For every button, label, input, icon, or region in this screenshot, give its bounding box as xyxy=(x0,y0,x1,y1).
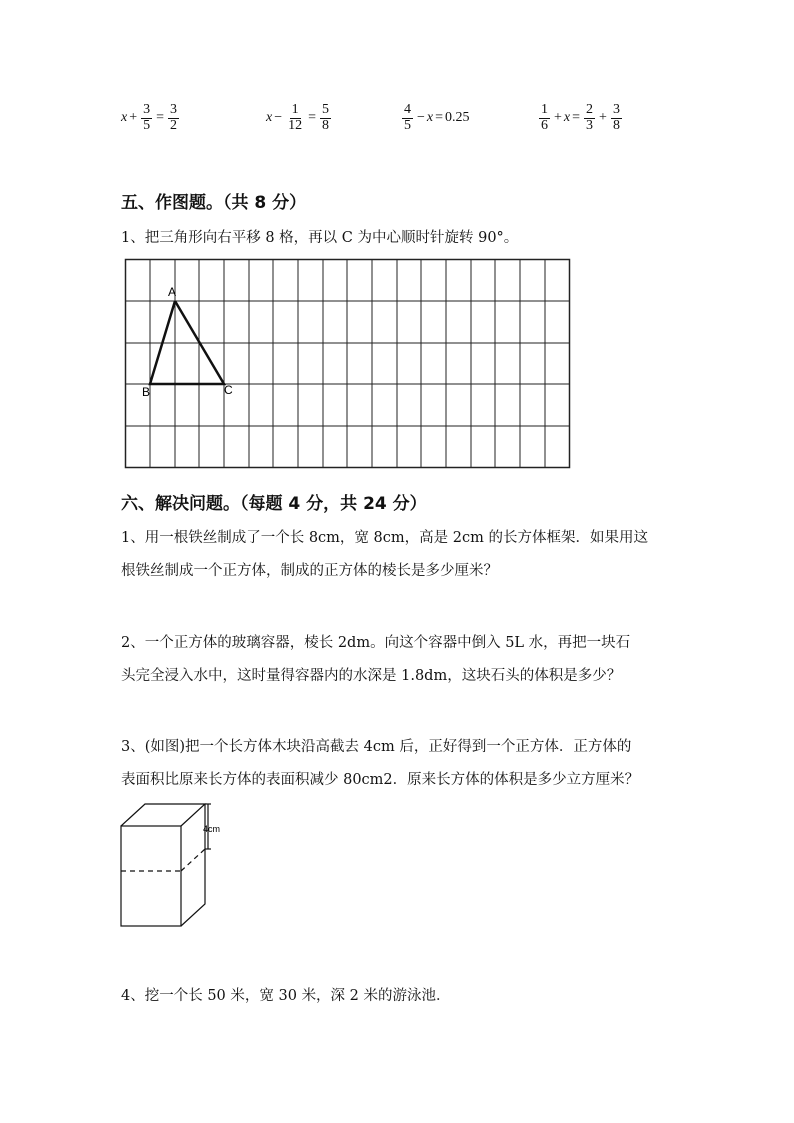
grid xyxy=(126,260,570,468)
fraction: $\frac{1}{12}$ xyxy=(288,101,303,133)
equation-3: $\frac{4}{5}$ − x = 0.25 xyxy=(404,101,470,133)
grid-figure xyxy=(120,255,576,471)
label-c: C xyxy=(224,383,233,397)
equation-1: x + $\frac{3}{5}$ = $\frac{3}{2}$ xyxy=(121,101,178,133)
dimension-label: 4cm xyxy=(203,824,221,834)
fraction: $\frac{2}{3}$ xyxy=(586,101,594,133)
label-a: A xyxy=(168,285,177,299)
label-b: B xyxy=(142,385,151,399)
variable: x xyxy=(563,110,571,125)
section-6-question-3: 3、(如图)把一个长方体木块沿高截去 4cm 后，正好得到一个正方体．正方体的 表面积比原来长方体的表面积减少 80cm2．原来长方体的体积是多少立方厘米？ xyxy=(121,739,640,788)
variable: x xyxy=(266,110,273,125)
section-6-heading: 六、解决问题。（每题 4 分，共 24 分） xyxy=(121,494,427,514)
fraction: $\frac{3}{8}$ xyxy=(612,101,620,133)
equation-4: $\frac{1}{6}$ + x = $\frac{2}{3}$ + $\frac{3}{8}$ xyxy=(541,101,620,133)
rhs-value: 0.25 xyxy=(445,110,470,125)
variable: x xyxy=(426,110,434,125)
section-6-question-2: 2、一个正方体的玻璃容器，棱长 2dm。向这个容器中倒入 5L 水，再把一块石 头完全浸入水中，这时量得容器内的水深是 1.8dm，这块石头的体积是多少？ xyxy=(121,635,631,684)
variable: x xyxy=(121,110,128,125)
section-5-heading: 五、作图题。（共 8 分） xyxy=(121,193,307,213)
fraction: $\frac{3}{2}$ xyxy=(170,101,178,133)
section-6-question-4: 4、挖一个长 50 米，宽 30 米，深 2 米的游泳池． xyxy=(121,988,451,1004)
fraction: $\frac{5}{8}$ xyxy=(322,101,330,133)
fraction: $\frac{1}{6}$ xyxy=(541,101,548,133)
fraction: $\frac{3}{5}$ xyxy=(143,101,151,133)
fraction: $\frac{4}{5}$ xyxy=(404,101,411,133)
equation-2: x − $\frac{1}{12}$ = $\frac{5}{8}$ xyxy=(266,101,330,133)
section-5-question-1: 1、把三角形向右平移 8 格，再以 C 为中心顺时针旋转 90°。 xyxy=(121,230,519,246)
section-6-question-1: 1、用一根铁丝制成了一个长 8cm，宽 8cm，高是 2cm 的长方体框架．如果用这 根铁丝制成一个正方体，制成的正方体的棱长是多少厘米？ xyxy=(121,530,648,579)
cuboid-figure xyxy=(115,800,235,930)
